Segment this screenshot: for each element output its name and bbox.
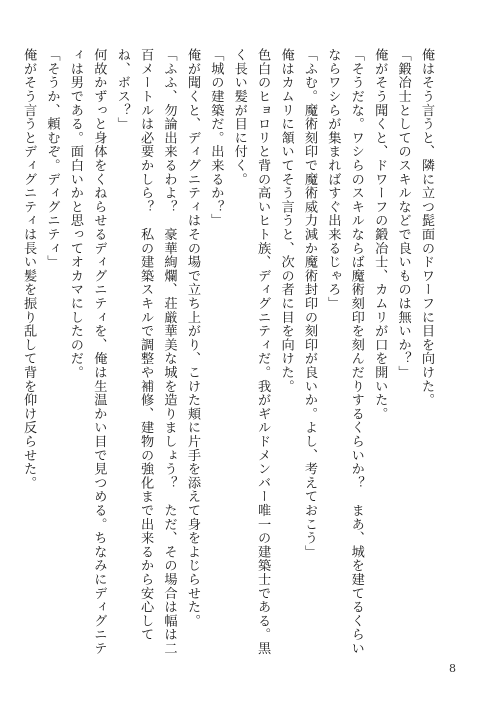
paragraph: 「そうだな。ワシらのスキルならば魔術刻印を刻んだりするくらいか？ まあ、城を建てるくらいならワシらが集まればすぐ出来るじゃろ」 (325, 48, 364, 656)
paragraph: 俺はそう言うと、隣に立つ髭面のドワーフに目を向けた。 (419, 48, 434, 407)
paragraph: 俺が聞くと、ディグニティはその場で立ち上がり、こけた頬に片手を添えて身をよじらせた。 (184, 48, 200, 628)
paragraph: 俺はカムリに頷いてそう言うと、次の者に目を向けた。 (278, 48, 294, 393)
paragraph: 俺がそう言うとディグニティは長い髪を振り乱して背を仰け反らせた。 (21, 48, 37, 490)
paragraph: 「そうか、頼むぞ。ディグニティ」 (44, 48, 60, 269)
paragraph: 色白のヒョロリと背の高いヒト族、ディグニティだ。我がギルドメンバー唯一の建築士である。黒く長い髪が目に付く。 (231, 48, 271, 656)
paragraph: 何故かずっと身体をくねらせるディグニティを、俺は生温かい目で見つめる。ちなみにディグニティは男である。面白いかと思ってオカマにしたのだ。 (67, 48, 107, 656)
paragraph: 「城の建築だ。出来るか？」 (208, 48, 224, 228)
vertical-text-body (17, 48, 438, 660)
paragraph: 「ふふ、勿論出来るわよ？ 豪華絢爛、荘厳華美な城を造りましょう？ ただ、その場合は幅は二百メートルは必要かしら？ 私の建築スキルで調整や補修、建物の強化まで出来るから安心してね、ボス？」 (114, 48, 177, 656)
page-number: 8 (449, 662, 456, 675)
paragraph: 俺がそう聞くと、ドワーフの鍛冶士、カムリが口を開いた。 (372, 48, 388, 421)
paragraph: 「ふむ。魔術刻印で魔術威力減か魔術封印の刻印が良いか。よし、考えておこう」 (301, 48, 317, 559)
paragraph: 「鍛冶士としてのスキルなどで良いものは無いか？」 (395, 48, 411, 380)
